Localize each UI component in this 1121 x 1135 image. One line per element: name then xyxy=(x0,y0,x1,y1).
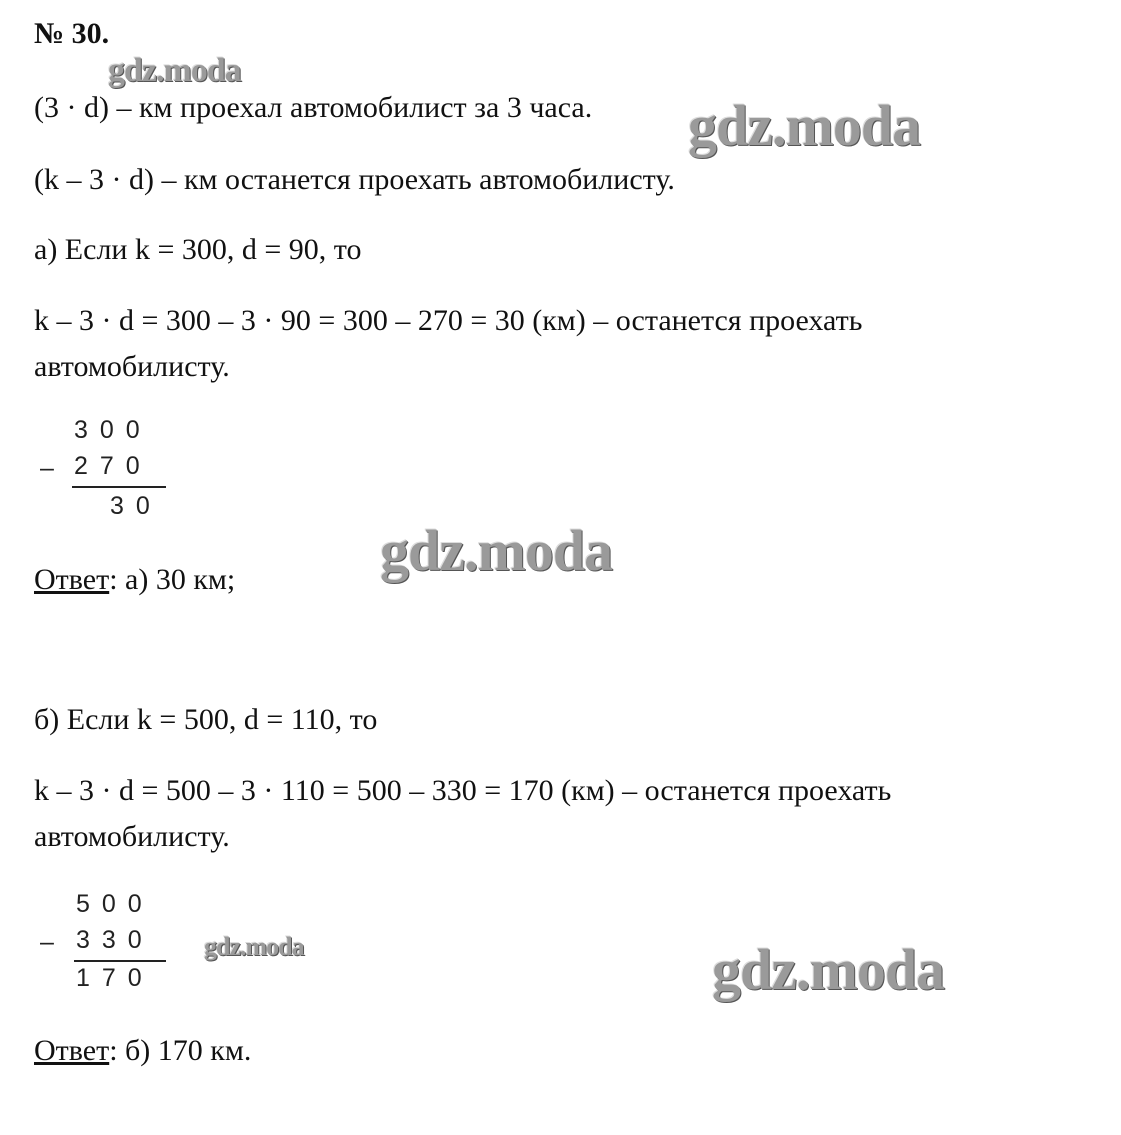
calculation-b: k – 3 · d = 500 – 3 · 110 = 500 – 330 = 170 (км) – останется проехать xyxy=(34,774,892,807)
watermark-logo: gdz.moda xyxy=(380,518,613,583)
column-b-result: 170 xyxy=(76,964,154,992)
answer-b-value: : б) 170 км. xyxy=(109,1034,252,1067)
answer-a-label: Ответ xyxy=(34,563,110,596)
column-b-bar xyxy=(74,960,166,962)
watermark-logo: gdz.moda xyxy=(108,52,241,89)
watermark-logo: gdz.moda xyxy=(712,937,945,1002)
column-b-top: 500 xyxy=(76,890,154,918)
column-b-bottom: 330 xyxy=(76,926,154,954)
column-b-minus: – xyxy=(40,928,54,956)
condition-b: б) Если k = 500, d = 110, то xyxy=(34,703,378,736)
answer-a-value: : а) 30 км; xyxy=(109,563,236,596)
calculation-a: k – 3 · d = 300 – 3 · 90 = 300 – 270 = 30 (км) – останется проехать xyxy=(34,304,863,337)
calculation-b-continued: автомобилисту. xyxy=(34,820,230,853)
watermark-logo: gdz.moda xyxy=(688,93,921,158)
answer-b-label: Ответ xyxy=(34,1034,110,1067)
column-a-top: 300 xyxy=(74,416,152,444)
answer-a xyxy=(34,562,235,598)
condition-a: а) Если k = 300, d = 90, то xyxy=(34,233,362,266)
watermark-logo: gdz.moda xyxy=(204,932,304,961)
calculation-a-continued: автомобилисту. xyxy=(34,350,230,383)
column-a-result: 30 xyxy=(110,492,162,520)
column-a-minus: – xyxy=(40,454,54,482)
answer-b xyxy=(34,1033,251,1069)
column-a-bottom: 270 xyxy=(74,452,152,480)
text-line-distance-remaining: (k – 3 · d) – км останется проехать автомобилисту. xyxy=(34,163,675,196)
column-a-bar xyxy=(72,486,166,488)
text-line-distance-driven: (3 · d) – км проехал автомобилист за 3 часа. xyxy=(34,91,593,124)
problem-title: № 30. xyxy=(34,17,110,50)
